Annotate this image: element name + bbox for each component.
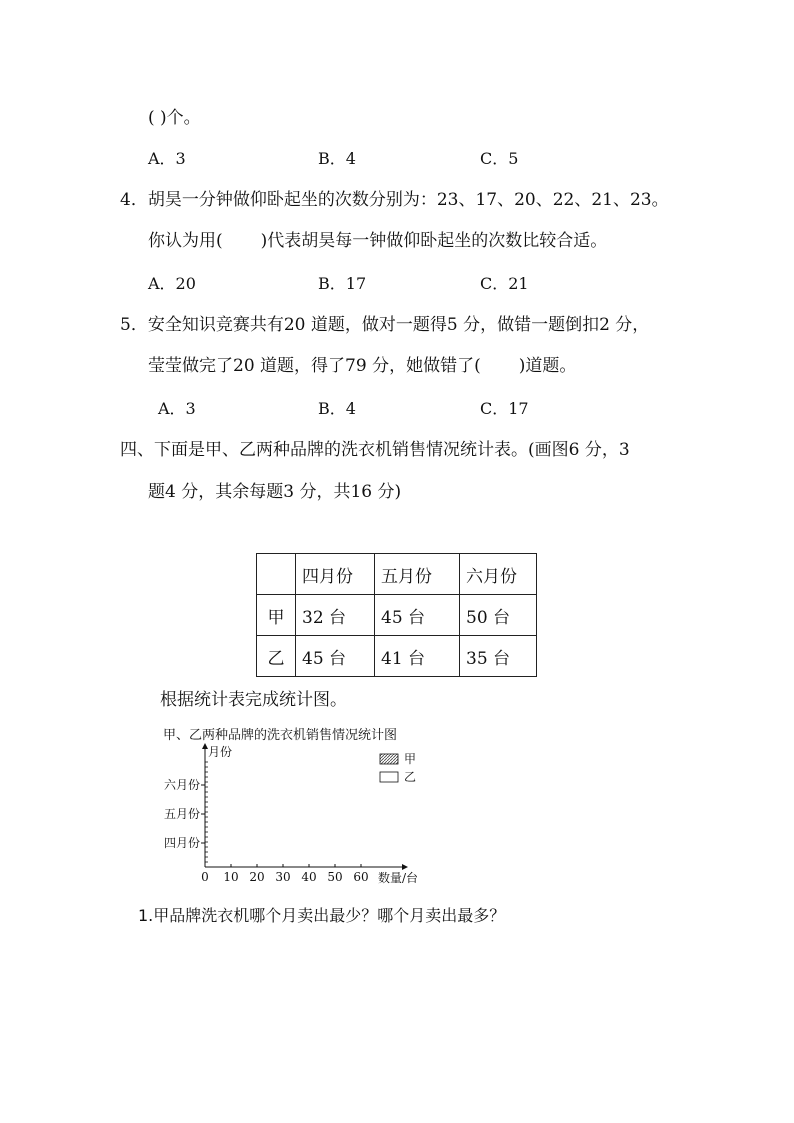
legend-swatch-yi xyxy=(380,772,398,782)
q4-line2-pre: 你认为用( xyxy=(148,231,223,251)
table-header-row xyxy=(257,554,537,595)
table-cell: 35 台 xyxy=(460,636,537,677)
table-cell: 41 台 xyxy=(375,636,460,677)
chart-title: 甲、乙两种品牌的洗衣机销售情况统计图 xyxy=(163,728,398,743)
table-cell: 45 台 xyxy=(375,595,460,636)
q4-line2-post: )代表胡昊每一钟做仰卧起坐的次数比较合适。 xyxy=(260,231,608,251)
legend-label-jia: 甲 xyxy=(404,752,417,766)
table-cell: 乙 xyxy=(257,636,296,677)
table-row xyxy=(257,636,537,677)
q3-tail-text: 个。 xyxy=(166,108,201,128)
table-header-cell: 五月份 xyxy=(375,554,460,595)
q5-option-c[interactable]: C．17 xyxy=(480,399,529,418)
y-tick-label: 六月份 xyxy=(163,778,200,792)
x-axis-label: 数量/台 xyxy=(378,871,419,885)
q3-blank: ( ) xyxy=(148,108,167,128)
legend-swatch-jia xyxy=(380,754,398,764)
x-tick-label: 20 xyxy=(249,870,265,884)
y-tick-label: 五月份 xyxy=(163,807,200,821)
q5-option-b[interactable]: B．4 xyxy=(318,399,356,418)
question-1: 1.甲品牌洗衣机哪个月卖出最少？哪个月卖出最多？ xyxy=(138,906,506,925)
q3-tail xyxy=(148,110,201,127)
q5-line2-post: )道题。 xyxy=(518,356,577,376)
sales-table xyxy=(256,553,537,677)
q3-option-a[interactable]: A．3 xyxy=(148,149,186,168)
table-cell: 50 台 xyxy=(460,595,537,636)
q5-line2 xyxy=(148,358,576,375)
table-header-cell: 六月份 xyxy=(460,554,537,595)
bar-chart xyxy=(150,740,450,890)
x-tick-label: 50 xyxy=(327,870,343,884)
x-tick-label: 60 xyxy=(353,870,369,884)
q5-option-a[interactable]: A．3 xyxy=(158,399,196,418)
x-tick-label: 30 xyxy=(275,870,291,884)
table-cell: 45 台 xyxy=(296,636,375,677)
table-row xyxy=(257,595,537,636)
q4-line1: 4．胡昊一分钟做仰卧起坐的次数分别为：23、17、20、22、21、23。 xyxy=(120,190,669,210)
q4-option-b[interactable]: B．17 xyxy=(318,274,367,293)
section4-heading-line2: 题4 分，其余每题3 分，共16 分) xyxy=(148,482,402,502)
x-tick-label: 0 xyxy=(201,870,209,884)
x-tick-label: 40 xyxy=(301,870,317,884)
q5-line2-pre: 莹莹做完了20 道题，得了79 分，她做错了( xyxy=(148,356,481,376)
instruction-text: 根据统计表完成统计图。 xyxy=(160,690,347,710)
q5-line1: 5．安全知识竞赛共有20 道题，做对一题得5 分，做错一题倒扣2 分， xyxy=(120,315,650,335)
x-tick-label: 10 xyxy=(223,870,239,884)
table-header-cell xyxy=(257,554,296,595)
y-axis-label: 月份 xyxy=(208,745,233,759)
q4-option-a[interactable]: A．20 xyxy=(148,274,196,293)
table-cell: 甲 xyxy=(257,595,296,636)
q3-option-c[interactable]: C．5 xyxy=(480,149,519,168)
section4-heading-line1: 四、下面是甲、乙两种品牌的洗衣机销售情况统计表。(画图6 分，3 xyxy=(120,440,630,460)
y-tick-label: 四月份 xyxy=(163,836,200,850)
q3-option-b[interactable]: B．4 xyxy=(318,149,356,168)
table-cell: 32 台 xyxy=(296,595,375,636)
legend-label-yi: 乙 xyxy=(404,770,417,784)
table-header-cell: 四月份 xyxy=(296,554,375,595)
q4-line2 xyxy=(148,233,607,250)
q4-option-c[interactable]: C．21 xyxy=(480,274,529,293)
